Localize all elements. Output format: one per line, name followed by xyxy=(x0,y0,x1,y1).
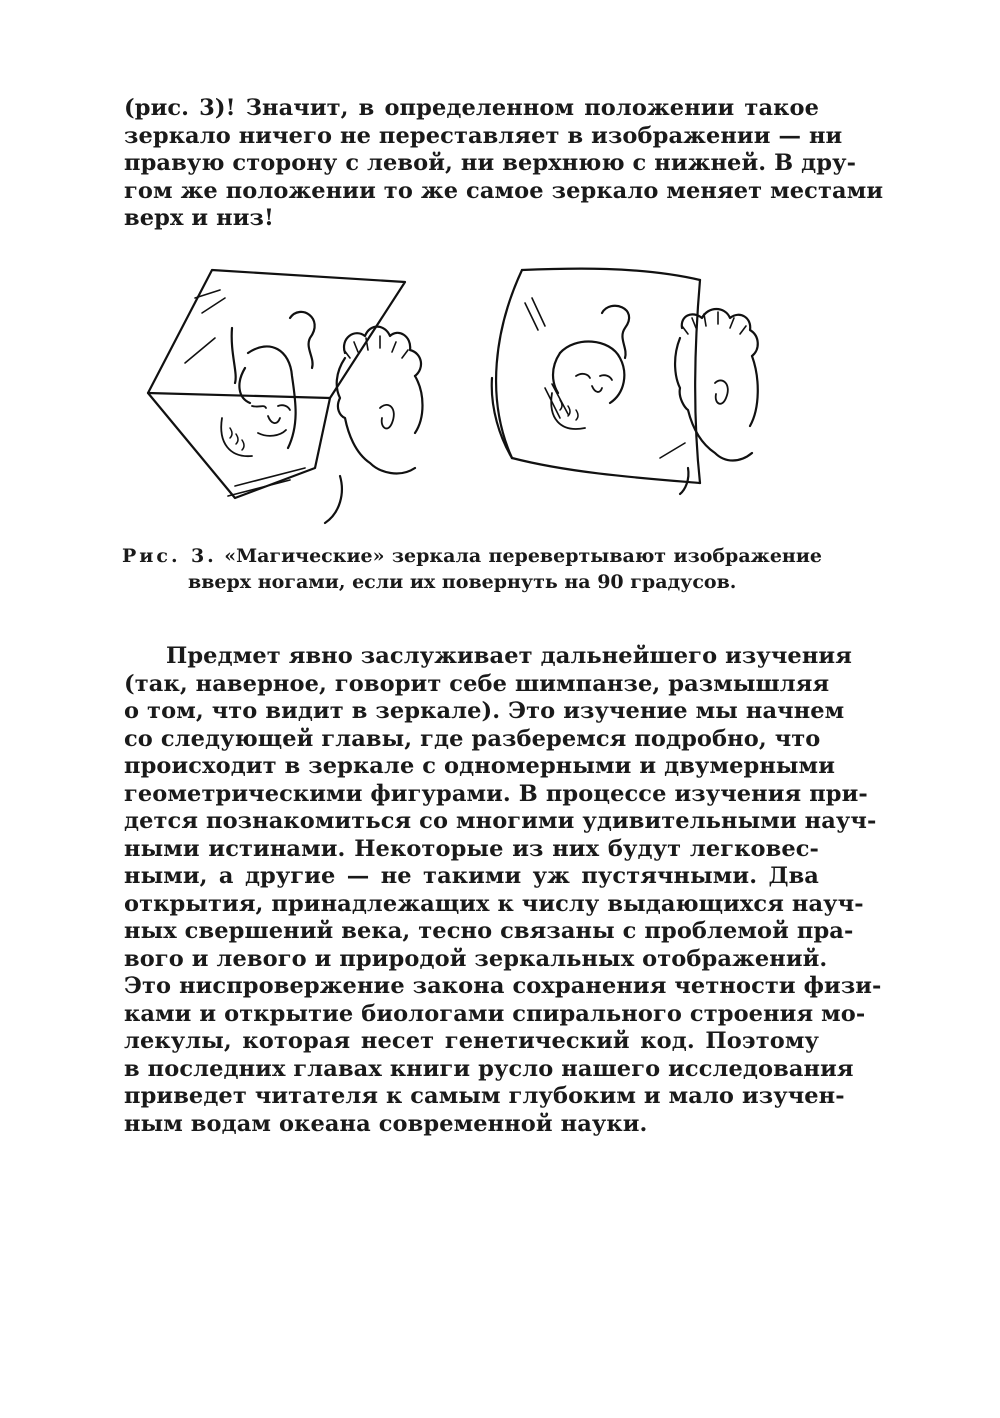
text-line: вого и левого и природой зеркальных отображений. xyxy=(124,945,828,972)
bottom-paragraph xyxy=(124,643,882,1138)
text-line: (так, наверное, говорит себе шимпанзе, размышляя xyxy=(124,670,830,697)
text-line: лекулы, которая несет генетический код. Поэтому xyxy=(124,1028,819,1054)
caption-text-1: «Магические» зеркала перевертывают изображение xyxy=(224,545,823,567)
text-line: ками и открытие биологами спирального строения мо- xyxy=(124,1000,866,1027)
left-mirror-drawing xyxy=(148,270,423,523)
top-paragraph xyxy=(124,95,884,233)
text-line: со следующей главы, где разберемся подробно, что xyxy=(124,725,821,752)
text-line: происходит в зеркале с одномерными и двумерными xyxy=(124,753,835,779)
text-line: ным водам океана современной науки. xyxy=(124,1110,648,1137)
text-line: приведет читателя к самым глубоким и мало изучен- xyxy=(124,1083,845,1109)
text-line: в последних главах книги русло нашего исследования xyxy=(124,1055,854,1082)
figure-caption xyxy=(122,543,822,595)
text-line: верх и низ! xyxy=(124,205,274,231)
text-line: правую сторону с левой, ни верхнюю с нижней. В дру- xyxy=(124,150,857,176)
caption-line-2: вверх ногами, если их повернуть на 90 градусов. xyxy=(188,571,737,593)
text-line: гом же положении то же самое зеркало меняет местами xyxy=(124,177,884,204)
text-line: зеркало ничего не переставляет в изображении — ни xyxy=(124,122,843,149)
text-line: дется познакомиться со многими удивительными науч- xyxy=(124,808,877,834)
text-line: ными истинами. Некоторые из них будут легковес- xyxy=(124,835,819,862)
text-line: ными, а другие — не такими уж пустячными. Два xyxy=(124,863,819,889)
text-line: (рис. 3)! Значит, в определенном положении такое xyxy=(124,95,819,121)
text-line: о том, что видит в зеркале). Это изучение мы начнем xyxy=(124,698,845,724)
text-line: Предмет явно заслуживает дальнейшего изучения xyxy=(166,643,852,669)
text-line: Это ниспровержение закона сохранения четности физи- xyxy=(124,973,882,999)
caption-line-1 xyxy=(122,543,822,569)
right-mirror-drawing xyxy=(492,269,758,494)
text-line: геометрическими фигурами. В процессе изучения при- xyxy=(124,780,868,807)
text-line: ных свершений века, тесно связаны с проблемой пра- xyxy=(124,918,854,944)
figure-illustration xyxy=(140,258,840,548)
text-line: открытия, принадлежащих к числу выдающихся науч- xyxy=(124,890,864,917)
caption-label: Рис. 3. xyxy=(122,545,217,567)
